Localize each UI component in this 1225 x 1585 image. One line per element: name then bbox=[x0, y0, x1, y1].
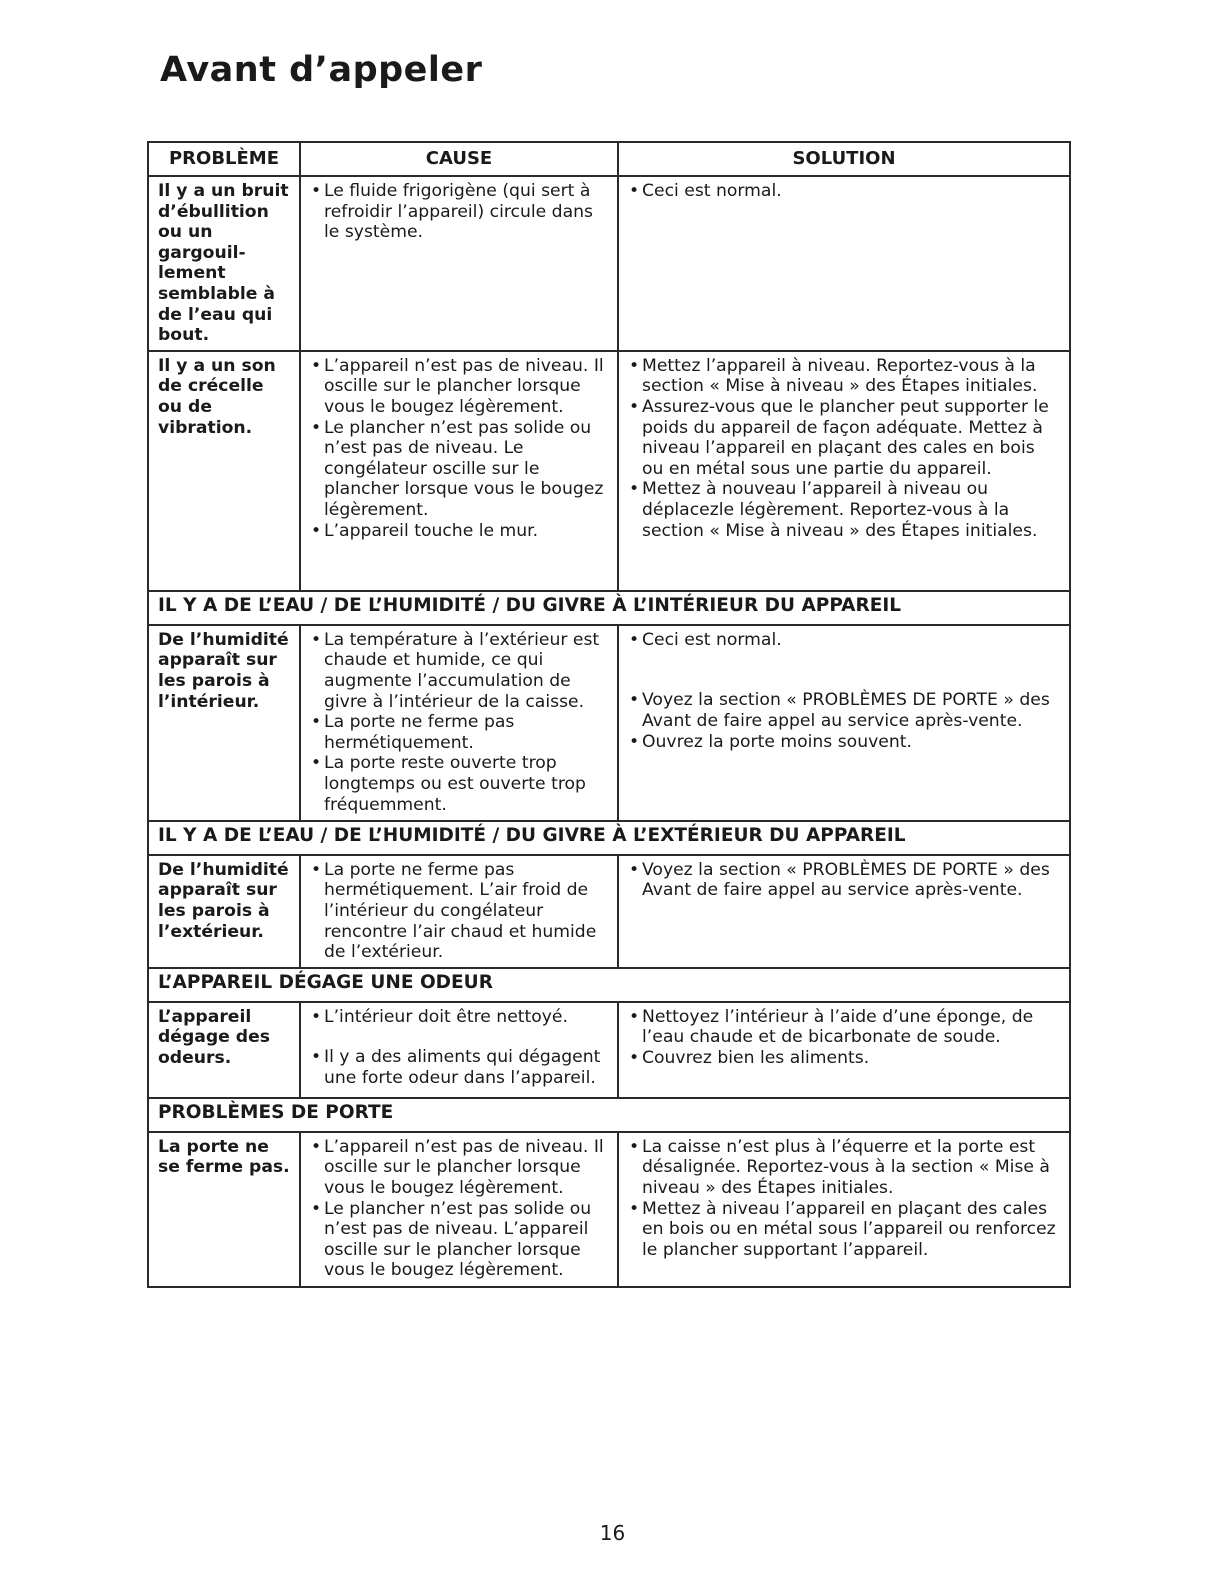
table-row bbox=[148, 351, 1070, 591]
cause-cell bbox=[300, 176, 618, 351]
section-heading: IL Y A DE L’EAU / DE L’HUMIDITÉ / DU GIVRE À L’EXTÉRIEUR DU APPAREIL bbox=[148, 821, 1070, 855]
solution-cell bbox=[618, 625, 1070, 821]
header-probleme: PROBLÈME bbox=[148, 142, 300, 176]
cause-item: • La température à l’extérieur est chaude et humide, ce qui augmente l’accumulation de givre à l’intérieur de la caisse. bbox=[310, 630, 609, 712]
solution-item: • Mettez l’appareil à niveau. Reportez-vous à la section « Mise à niveau » des Étapes initiales. bbox=[628, 356, 1061, 397]
cause-item: • La porte ne ferme pas hermétiquement. L’air froid de l’intérieur du congélateur rencontre l’air chaud et humide de l’extérieur. bbox=[310, 860, 609, 963]
problem-cell: L’appareil dégage des odeurs. bbox=[148, 1002, 300, 1098]
solution-cell bbox=[618, 1002, 1070, 1098]
page-title: Avant d’appeler bbox=[160, 50, 483, 90]
problem-cell: De l’humidité apparaît sur les parois à l’intérieur. bbox=[148, 625, 300, 821]
cause-item: • L’appareil n’est pas de niveau. Il oscille sur le plancher lorsque vous le bougez légèrement. bbox=[310, 356, 609, 418]
solution-cell bbox=[618, 855, 1070, 968]
solution-item: • Ouvrez la porte moins souvent. bbox=[628, 732, 1061, 753]
solution-item: • Nettoyez l’intérieur à l’aide d’une éponge, de l’eau chaude et de bicarbonate de soude. bbox=[628, 1007, 1061, 1048]
solution-item: • Mettez à nouveau l’appareil à niveau ou déplacezle légèrement. Reportez-vous à la section « Mise à niveau » des Étapes initiales. bbox=[628, 479, 1061, 541]
table-row bbox=[148, 855, 1070, 968]
cause-cell bbox=[300, 351, 618, 591]
section-heading-row bbox=[148, 1098, 1070, 1132]
solution-cell bbox=[618, 1132, 1070, 1287]
solution-cell bbox=[618, 351, 1070, 591]
solution-item: • Voyez la section « PROBLÈMES DE PORTE » des Avant de faire appel au service après-vente. bbox=[628, 860, 1061, 901]
section-heading: IL Y A DE L’EAU / DE L’HUMIDITÉ / DU GIVRE À L’INTÉRIEUR DU APPAREIL bbox=[148, 591, 1070, 625]
cause-item: • L’appareil n’est pas de niveau. Il oscille sur le plancher lorsque vous le bougez légèrement. bbox=[310, 1137, 609, 1199]
solution-item: • La caisse n’est plus à l’équerre et la porte est désalignée. Reportez-vous à la section « Mise à niveau » des Étapes initiales. bbox=[628, 1137, 1061, 1199]
solution-item: • Mettez à niveau l’appareil en plaçant des cales en bois ou en métal sous l’appareil ou renforcez le plancher supportant l’appareil. bbox=[628, 1199, 1061, 1261]
section-heading-row bbox=[148, 591, 1070, 625]
troubleshooting-table bbox=[147, 141, 1071, 1288]
cause-item: • Le plancher n’est pas solide ou n’est pas de niveau. L’appareil oscille sur le plancher lorsque vous le bougez légèrement. bbox=[310, 1199, 609, 1281]
cause-item: • La porte reste ouverte trop longtemps ou est ouverte trop fréquemment. bbox=[310, 753, 609, 815]
problem-cell: Il y a un son de crécelle ou de vibration. bbox=[148, 351, 300, 591]
solution-item: • Ceci est normal. bbox=[628, 630, 1061, 651]
table-row bbox=[148, 1132, 1070, 1287]
cause-cell bbox=[300, 625, 618, 821]
section-heading-row bbox=[148, 821, 1070, 855]
solution-item: • Voyez la section « PROBLÈMES DE PORTE » des Avant de faire appel au service après-vente. bbox=[628, 690, 1061, 731]
section-heading: PROBLÈMES DE PORTE bbox=[148, 1098, 1070, 1132]
cause-item: • Il y a des aliments qui dégagent une forte odeur dans l’appareil. bbox=[310, 1047, 609, 1088]
cause-item: • L’intérieur doit être nettoyé. bbox=[310, 1007, 609, 1028]
problem-cell: De l’humidité apparaît sur les parois à l’extérieur. bbox=[148, 855, 300, 968]
cause-cell bbox=[300, 1002, 618, 1098]
solution-item: • Assurez-vous que le plancher peut supporter le poids du appareil de façon adéquate. Mettez à niveau l’appareil en plaçant des cales en bois ou en métal sous une partie du appareil. bbox=[628, 397, 1061, 479]
table-row bbox=[148, 176, 1070, 351]
cause-item: • La porte ne ferme pas hermétiquement. bbox=[310, 712, 609, 753]
problem-cell: Il y a un bruit d’ébullition ou un gargouil-lement semblable à de l’eau qui bout. bbox=[148, 176, 300, 351]
solution-cell bbox=[618, 176, 1070, 351]
solution-item: • Ceci est normal. bbox=[628, 181, 1061, 202]
header-solution: SOLUTION bbox=[618, 142, 1070, 176]
cause-item: • Le plancher n’est pas solide ou n’est pas de niveau. Le congélateur oscille sur le plancher lorsque vous le bougez légèrement. bbox=[310, 418, 609, 521]
cause-cell bbox=[300, 855, 618, 968]
header-cause: CAUSE bbox=[300, 142, 618, 176]
section-heading-row bbox=[148, 968, 1070, 1002]
table-row bbox=[148, 1002, 1070, 1098]
problem-cell: La porte ne se ferme pas. bbox=[148, 1132, 300, 1287]
cause-item: • L’appareil touche le mur. bbox=[310, 521, 609, 542]
table-header-row bbox=[148, 142, 1070, 176]
solution-item: • Couvrez bien les aliments. bbox=[628, 1048, 1061, 1069]
table-row bbox=[148, 625, 1070, 821]
cause-cell bbox=[300, 1132, 618, 1287]
page-number: 16 bbox=[599, 1521, 626, 1545]
cause-item: • Le fluide frigorigène (qui sert à refroidir l’appareil) circule dans le système. bbox=[310, 181, 609, 243]
section-heading: L’APPAREIL DÉGAGE UNE ODEUR bbox=[148, 968, 1070, 1002]
